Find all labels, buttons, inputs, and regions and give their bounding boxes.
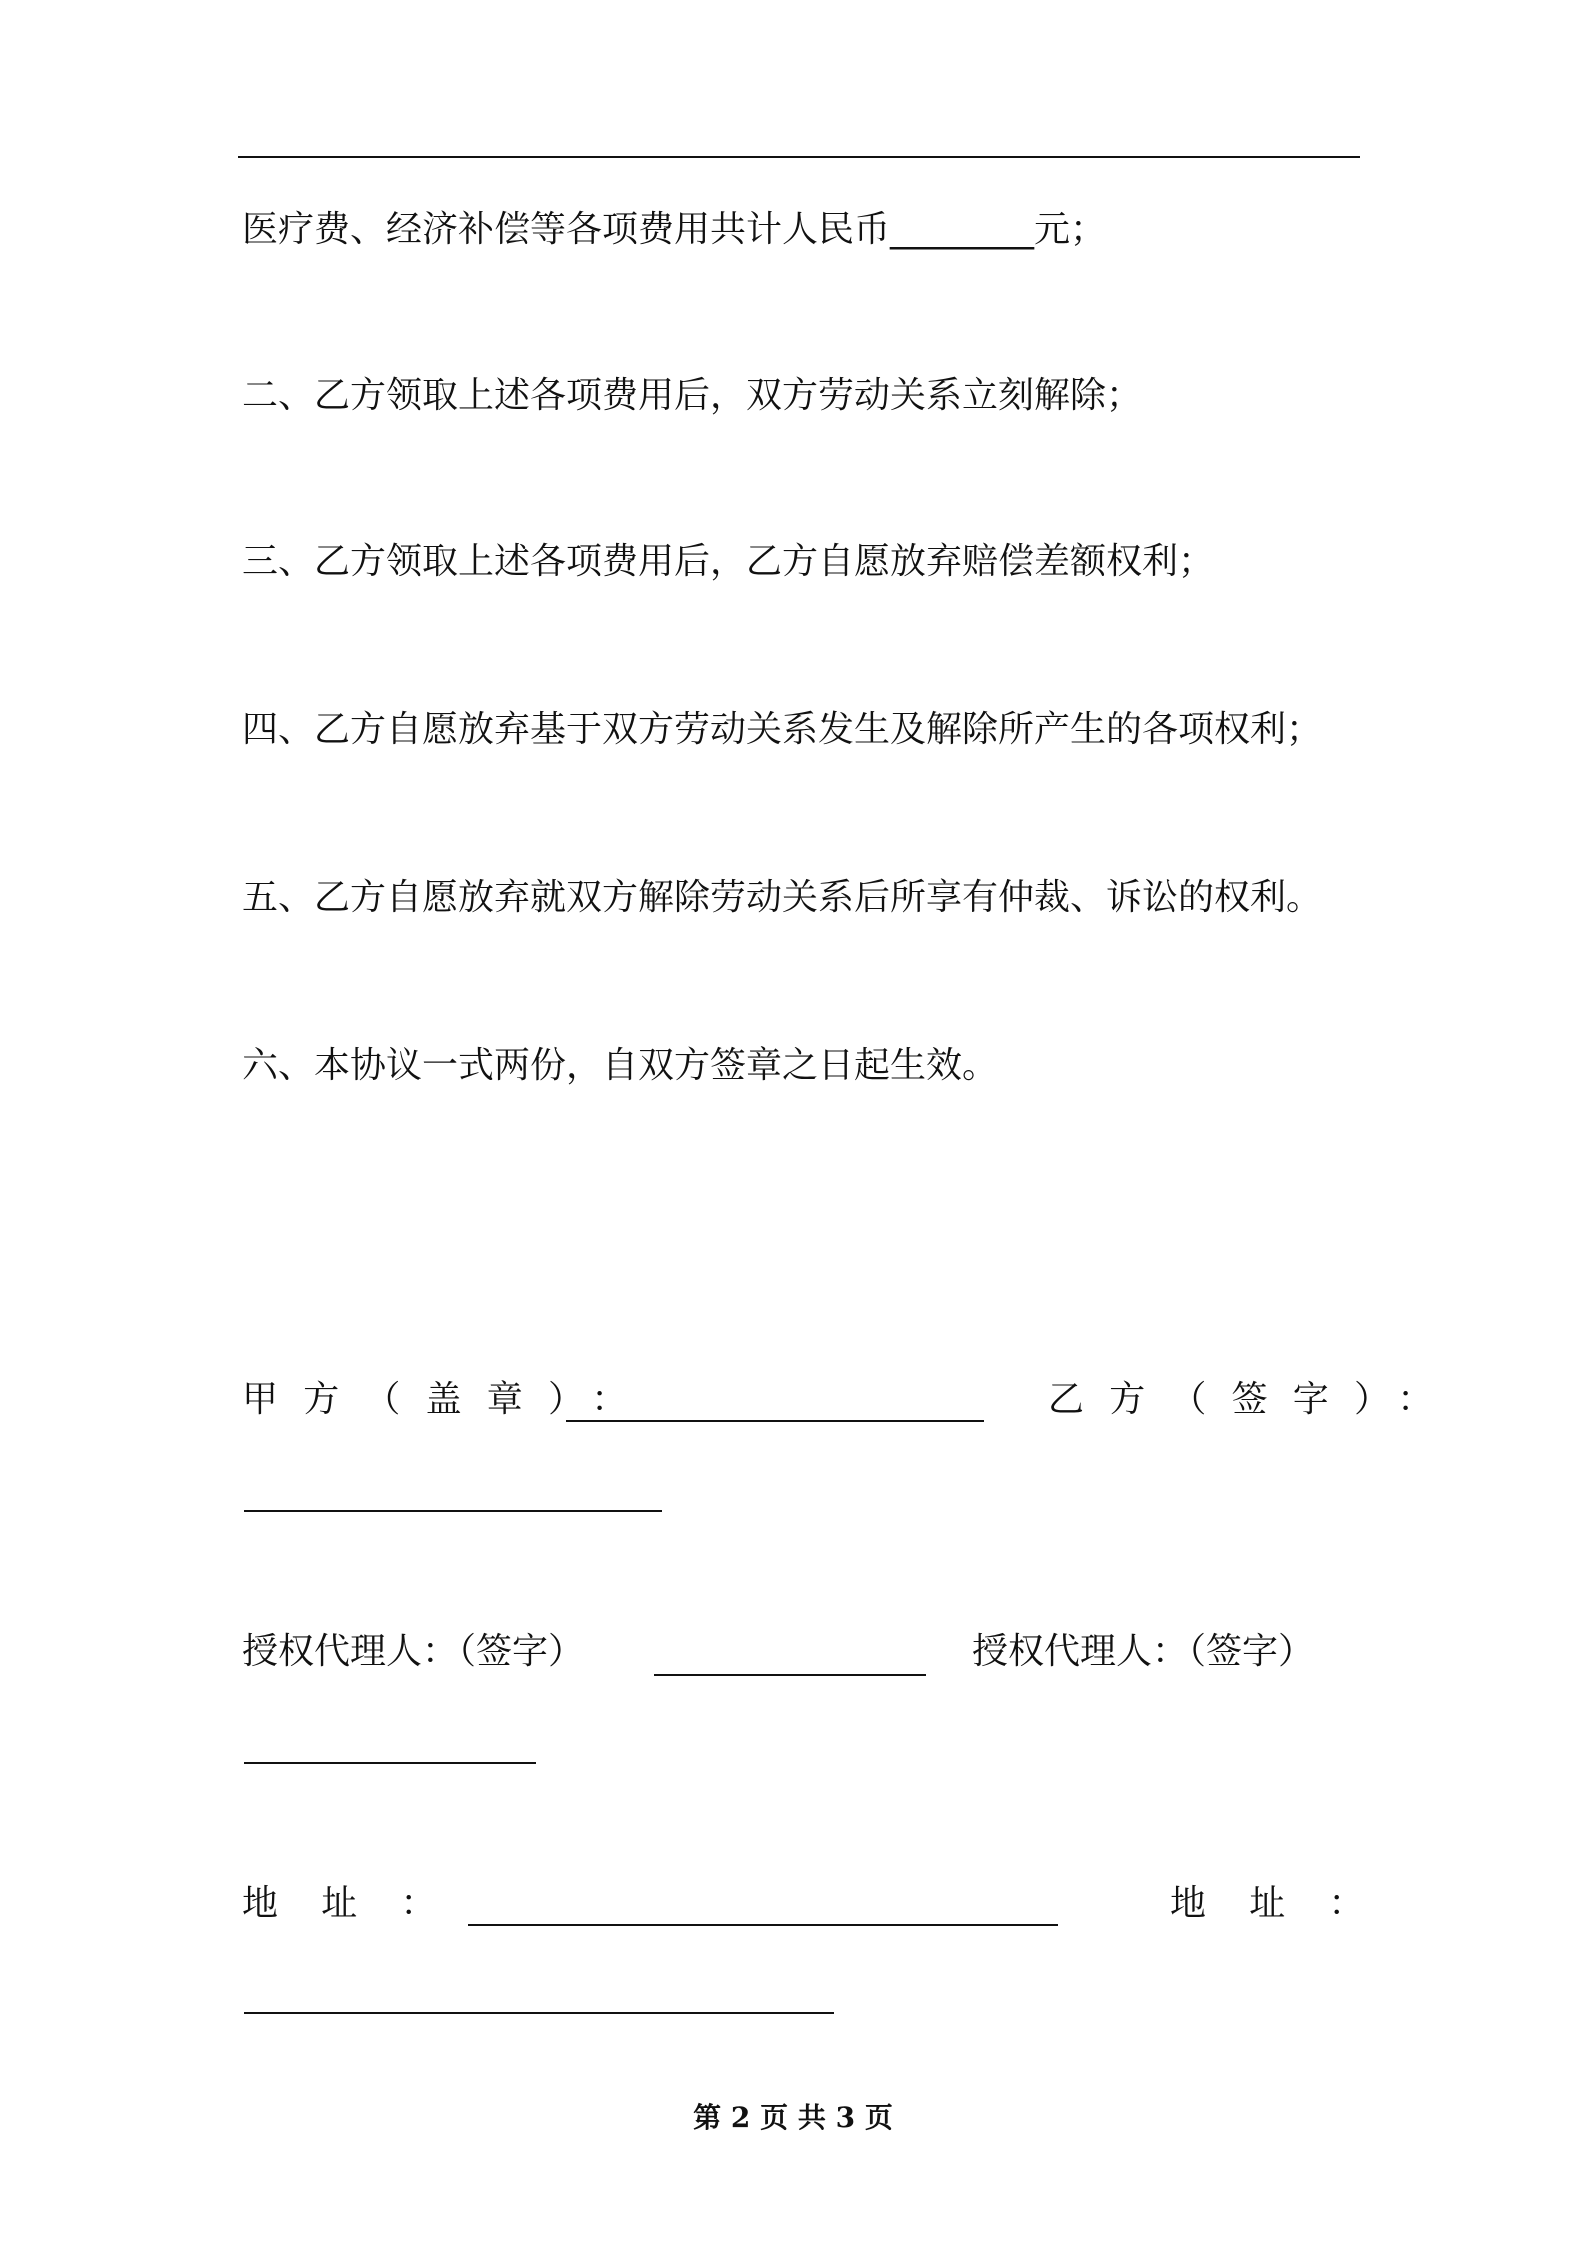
party-a-agent-label: 授权代理人：（签字） [242, 1631, 585, 1672]
party-a-seal-label: 甲方（盖章）： [242, 1379, 653, 1420]
page-number: 第 2 页 共 3 页 [693, 2101, 893, 2134]
header-rule [238, 156, 1360, 158]
address-a-blank [468, 1922, 1058, 1926]
party-a-agent-blank [654, 1672, 926, 1676]
clause-6: 六、本协议一式两份，自双方签章之日起生效。 [242, 1045, 999, 1086]
party-b-agent-blank [244, 1760, 536, 1764]
clause-3: 三、乙方领取上述各项费用后，乙方自愿放弃赔偿差额权利； [242, 541, 1215, 582]
party-b-sign-blank [244, 1508, 662, 1512]
clause-5: 五、乙方自愿放弃就双方解除劳动关系后所享有仲裁、诉讼的权利。 [242, 877, 1323, 918]
party-b-agent-label: 授权代理人：（签字） [972, 1631, 1315, 1672]
clause-fee-total: 医疗费、经济补偿等各项费用共计人民币________元； [242, 209, 1107, 250]
clause-4: 四、乙方自愿放弃基于双方劳动关系发生及解除所产生的各项权利； [242, 709, 1323, 750]
address-b-label: 地址： [1170, 1883, 1408, 1924]
clause-2: 二、乙方领取上述各项费用后，双方劳动关系立刻解除； [242, 375, 1143, 416]
party-b-sign-label: 乙方（签字）： [1048, 1379, 1459, 1420]
party-a-seal-blank [566, 1418, 984, 1422]
address-a-label: 地址： [242, 1883, 480, 1924]
address-b-blank [244, 2010, 834, 2014]
